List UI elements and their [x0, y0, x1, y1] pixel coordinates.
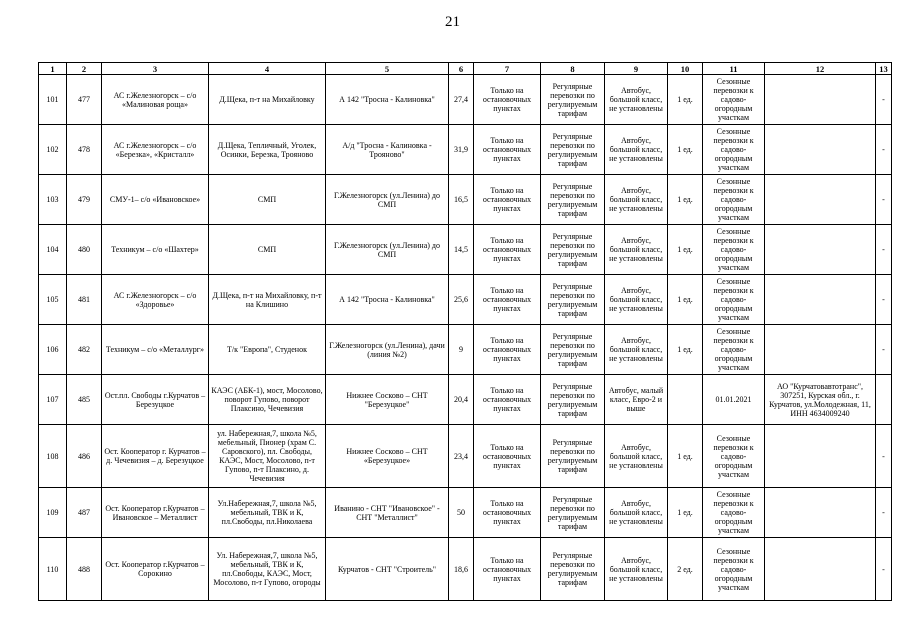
- vehicle-count-cell: 2 ед.: [668, 538, 703, 601]
- transport-type-cell: Регулярные перевозки по регулируемым тарифам: [541, 275, 605, 325]
- row-number-cell: 105: [39, 275, 67, 325]
- boarding-procedure-cell: Только на остановочных пунктах: [474, 488, 541, 538]
- streets-roads-cell: А 142 "Тросна - Калиновка": [326, 75, 449, 125]
- route-number-cell: 485: [67, 375, 102, 425]
- streets-roads-cell: Иванино - СНТ "Ивановское" - СНТ "Металлист": [326, 488, 449, 538]
- transport-type-cell: Регулярные перевозки по регулируемым тарифам: [541, 425, 605, 488]
- column-header: 3: [102, 63, 209, 75]
- streets-roads-cell: Г.Железногорск (ул.Ленина) до СМП: [326, 175, 449, 225]
- column-header: 2: [67, 63, 102, 75]
- streets-roads-cell: Нижнее Сосково – СНТ «Березуцкое»: [326, 425, 449, 488]
- row-number-cell: 104: [39, 225, 67, 275]
- streets-roads-cell: Г.Железногорск (ул.Ленина), дачи (линия №2): [326, 325, 449, 375]
- vehicle-class-cell: Автобус, большой класс, не установлены: [605, 75, 668, 125]
- note-cell: -: [876, 325, 892, 375]
- vehicle-class-cell: Автобус, большой класс, не установлены: [605, 125, 668, 175]
- carrier-cell: [765, 75, 876, 125]
- transport-type-cell: Регулярные перевозки по регулируемым тарифам: [541, 488, 605, 538]
- route-name-cell: Техникум – с/о «Металлург»: [102, 325, 209, 375]
- column-header: 1: [39, 63, 67, 75]
- vehicle-count-cell: 1 ед.: [668, 125, 703, 175]
- route-number-cell: 477: [67, 75, 102, 125]
- vehicle-class-cell: Автобус, большой класс, не установлены: [605, 175, 668, 225]
- streets-roads-cell: Курчатов - СНТ "Строитель": [326, 538, 449, 601]
- boarding-procedure-cell: Только на остановочных пунктах: [474, 325, 541, 375]
- vehicle-count-cell: [668, 375, 703, 425]
- route-number-cell: 480: [67, 225, 102, 275]
- streets-roads-cell: А/д "Тросна - Калиновка - Трояново": [326, 125, 449, 175]
- row-number-cell: 102: [39, 125, 67, 175]
- transport-type-cell: Регулярные перевозки по регулируемым тарифам: [541, 225, 605, 275]
- column-header: 7: [474, 63, 541, 75]
- start-date-cell: Сезонные перевозки к садово-огородным участкам: [703, 125, 765, 175]
- boarding-procedure-cell: Только на остановочных пунктах: [474, 225, 541, 275]
- column-header: 12: [765, 63, 876, 75]
- route-name-cell: АС г.Железногорск – с/о «Здоровье»: [102, 275, 209, 325]
- start-date-cell: Сезонные перевозки к садово-огородным участкам: [703, 425, 765, 488]
- start-date-cell: Сезонные перевозки к садово-огородным участкам: [703, 488, 765, 538]
- vehicle-count-cell: 1 ед.: [668, 325, 703, 375]
- streets-roads-cell: А 142 "Тросна - Калиновка": [326, 275, 449, 325]
- route-number-cell: 482: [67, 325, 102, 375]
- intermediate-stops-cell: Д.Щека, п-т на Михайловку, п-т на Клишино: [209, 275, 326, 325]
- vehicle-class-cell: Автобус, малый класс, Евро-2 и выше: [605, 375, 668, 425]
- start-date-cell: Сезонные перевозки к садово-огородным участкам: [703, 75, 765, 125]
- route-name-cell: АС г.Железногорск – с/о «Малиновая роща»: [102, 75, 209, 125]
- route-length-cell: 25,6: [449, 275, 474, 325]
- row-number-cell: 107: [39, 375, 67, 425]
- note-cell: -: [876, 175, 892, 225]
- route-length-cell: 16,5: [449, 175, 474, 225]
- route-name-cell: Ост. Кооператор г.Курчатов – Сорокино: [102, 538, 209, 601]
- table-row: [39, 125, 892, 175]
- intermediate-stops-cell: Ул. Набережная,7, школа №5, мебельный, ТВК и К, пл.Свободы, КАЭС, Мост, Мосолово, п-т Гупово, огороды: [209, 538, 326, 601]
- route-length-cell: 27,4: [449, 75, 474, 125]
- table-row: [39, 325, 892, 375]
- table-row: [39, 488, 892, 538]
- intermediate-stops-cell: ул. Набережная,7, школа №5, мебельный, Пионер (храм С. Саровского), пл. Свободы, КАЭС, Мост, Мосолово, п-т Гупово, п-т Плаксино, д. Чечевизия: [209, 425, 326, 488]
- column-header: 6: [449, 63, 474, 75]
- start-date-cell: Сезонные перевозки к садово-огородным участкам: [703, 275, 765, 325]
- route-length-cell: 31,9: [449, 125, 474, 175]
- column-header: 10: [668, 63, 703, 75]
- route-name-cell: АС г.Железногорск – с/о «Березка», «Кристалл»: [102, 125, 209, 175]
- vehicle-count-cell: 1 ед.: [668, 75, 703, 125]
- vehicle-class-cell: Автобус, большой класс, не установлены: [605, 538, 668, 601]
- column-header: 9: [605, 63, 668, 75]
- streets-roads-cell: Нижнее Сосково – СНТ "Березуцкое": [326, 375, 449, 425]
- transport-type-cell: Регулярные перевозки по регулируемым тарифам: [541, 325, 605, 375]
- intermediate-stops-cell: Д.Щека, п-т на Михайловку: [209, 75, 326, 125]
- note-cell: -: [876, 425, 892, 488]
- vehicle-count-cell: 1 ед.: [668, 275, 703, 325]
- row-number-cell: 106: [39, 325, 67, 375]
- start-date-cell: Сезонные перевозки к садово-огородным участкам: [703, 538, 765, 601]
- column-header: 8: [541, 63, 605, 75]
- route-length-cell: 9: [449, 325, 474, 375]
- transport-type-cell: Регулярные перевозки по регулируемым тарифам: [541, 125, 605, 175]
- column-header: 4: [209, 63, 326, 75]
- note-cell: -: [876, 225, 892, 275]
- intermediate-stops-cell: СМП: [209, 175, 326, 225]
- column-header: 5: [326, 63, 449, 75]
- start-date-cell: 01.01.2021: [703, 375, 765, 425]
- route-number-cell: 478: [67, 125, 102, 175]
- route-name-cell: Техникум – с/о «Шахтер»: [102, 225, 209, 275]
- table-header-row: [39, 63, 892, 75]
- start-date-cell: Сезонные перевозки к садово-огородным участкам: [703, 175, 765, 225]
- route-length-cell: 20,4: [449, 375, 474, 425]
- route-number-cell: 488: [67, 538, 102, 601]
- boarding-procedure-cell: Только на остановочных пунктах: [474, 425, 541, 488]
- row-number-cell: 103: [39, 175, 67, 225]
- intermediate-stops-cell: Д.Щека, Тепличный, Уголек, Осинки, Березка, Трояново: [209, 125, 326, 175]
- carrier-cell: [765, 225, 876, 275]
- table-row: [39, 75, 892, 125]
- transport-type-cell: Регулярные перевозки по регулируемым тарифам: [541, 75, 605, 125]
- carrier-cell: [765, 275, 876, 325]
- note-cell: -: [876, 125, 892, 175]
- carrier-cell: АО "Курчатовавтотранс", 307251, Курская обл., г. Курчатов, ул.Молодежная, 11, ИНН 4634009240: [765, 375, 876, 425]
- table-row: [39, 538, 892, 601]
- route-number-cell: 481: [67, 275, 102, 325]
- carrier-cell: [765, 425, 876, 488]
- boarding-procedure-cell: Только на остановочных пунктах: [474, 75, 541, 125]
- carrier-cell: [765, 325, 876, 375]
- row-number-cell: 110: [39, 538, 67, 601]
- vehicle-class-cell: Автобус, большой класс, не установлены: [605, 325, 668, 375]
- vehicle-class-cell: Автобус, большой класс, не установлены: [605, 488, 668, 538]
- boarding-procedure-cell: Только на остановочных пунктах: [474, 538, 541, 601]
- route-number-cell: 486: [67, 425, 102, 488]
- intermediate-stops-cell: Т/к "Европа", Студенок: [209, 325, 326, 375]
- route-number-cell: 487: [67, 488, 102, 538]
- route-length-cell: 50: [449, 488, 474, 538]
- vehicle-count-cell: 1 ед.: [668, 425, 703, 488]
- row-number-cell: 108: [39, 425, 67, 488]
- note-cell: -: [876, 275, 892, 325]
- table-row: [39, 275, 892, 325]
- row-number-cell: 101: [39, 75, 67, 125]
- vehicle-class-cell: Автобус, большой класс, не установлены: [605, 225, 668, 275]
- transport-type-cell: Регулярные перевозки по регулируемым тарифам: [541, 175, 605, 225]
- boarding-procedure-cell: Только на остановочных пунктах: [474, 375, 541, 425]
- carrier-cell: [765, 125, 876, 175]
- vehicle-class-cell: Автобус, большой класс, не установлены: [605, 425, 668, 488]
- row-number-cell: 109: [39, 488, 67, 538]
- table-row: [39, 175, 892, 225]
- table-row: [39, 225, 892, 275]
- start-date-cell: Сезонные перевозки к садово-огородным участкам: [703, 225, 765, 275]
- route-name-cell: Ост. Кооператор г. Курчатов – д. Чечевизия – д. Березуцкое: [102, 425, 209, 488]
- route-name-cell: СМУ-1– с/о «Ивановское»: [102, 175, 209, 225]
- column-header: 13: [876, 63, 892, 75]
- carrier-cell: [765, 488, 876, 538]
- route-length-cell: 18,6: [449, 538, 474, 601]
- intermediate-stops-cell: СМП: [209, 225, 326, 275]
- route-name-cell: Ост.пл. Свободы г.Курчатов – Березуцкое: [102, 375, 209, 425]
- intermediate-stops-cell: КАЭС (АБК-1), мост, Мосолово, поворот Гупово, поворот Плаксино, Чечевизия: [209, 375, 326, 425]
- carrier-cell: [765, 175, 876, 225]
- vehicle-count-cell: 1 ед.: [668, 225, 703, 275]
- transport-type-cell: Регулярные перевозки по регулируемым тарифам: [541, 375, 605, 425]
- page-number: 21: [445, 14, 460, 30]
- intermediate-stops-cell: Ул.Набережная,7, школа №5, мебельный, ТВК и К, пл.Свободы, пл.Николаева: [209, 488, 326, 538]
- transport-type-cell: Регулярные перевозки по регулируемым тарифам: [541, 538, 605, 601]
- streets-roads-cell: Г.Железногорск (ул.Ленина) до СМП: [326, 225, 449, 275]
- boarding-procedure-cell: Только на остановочных пунктах: [474, 175, 541, 225]
- note-cell: -: [876, 75, 892, 125]
- vehicle-class-cell: Автобус, большой класс, не установлены: [605, 275, 668, 325]
- start-date-cell: Сезонные перевозки к садово-огородным участкам: [703, 325, 765, 375]
- note-cell: [876, 375, 892, 425]
- boarding-procedure-cell: Только на остановочных пунктах: [474, 125, 541, 175]
- vehicle-count-cell: 1 ед.: [668, 488, 703, 538]
- boarding-procedure-cell: Только на остановочных пунктах: [474, 275, 541, 325]
- route-length-cell: 14,5: [449, 225, 474, 275]
- note-cell: -: [876, 488, 892, 538]
- vehicle-count-cell: 1 ед.: [668, 175, 703, 225]
- table-row: [39, 375, 892, 425]
- carrier-cell: [765, 538, 876, 601]
- column-header: 11: [703, 63, 765, 75]
- table-row: [39, 425, 892, 488]
- route-number-cell: 479: [67, 175, 102, 225]
- route-registry-table: [38, 62, 892, 601]
- route-length-cell: 23,4: [449, 425, 474, 488]
- note-cell: -: [876, 538, 892, 601]
- route-name-cell: Ост. Кооператор г.Курчатов – Ивановское – Металлист: [102, 488, 209, 538]
